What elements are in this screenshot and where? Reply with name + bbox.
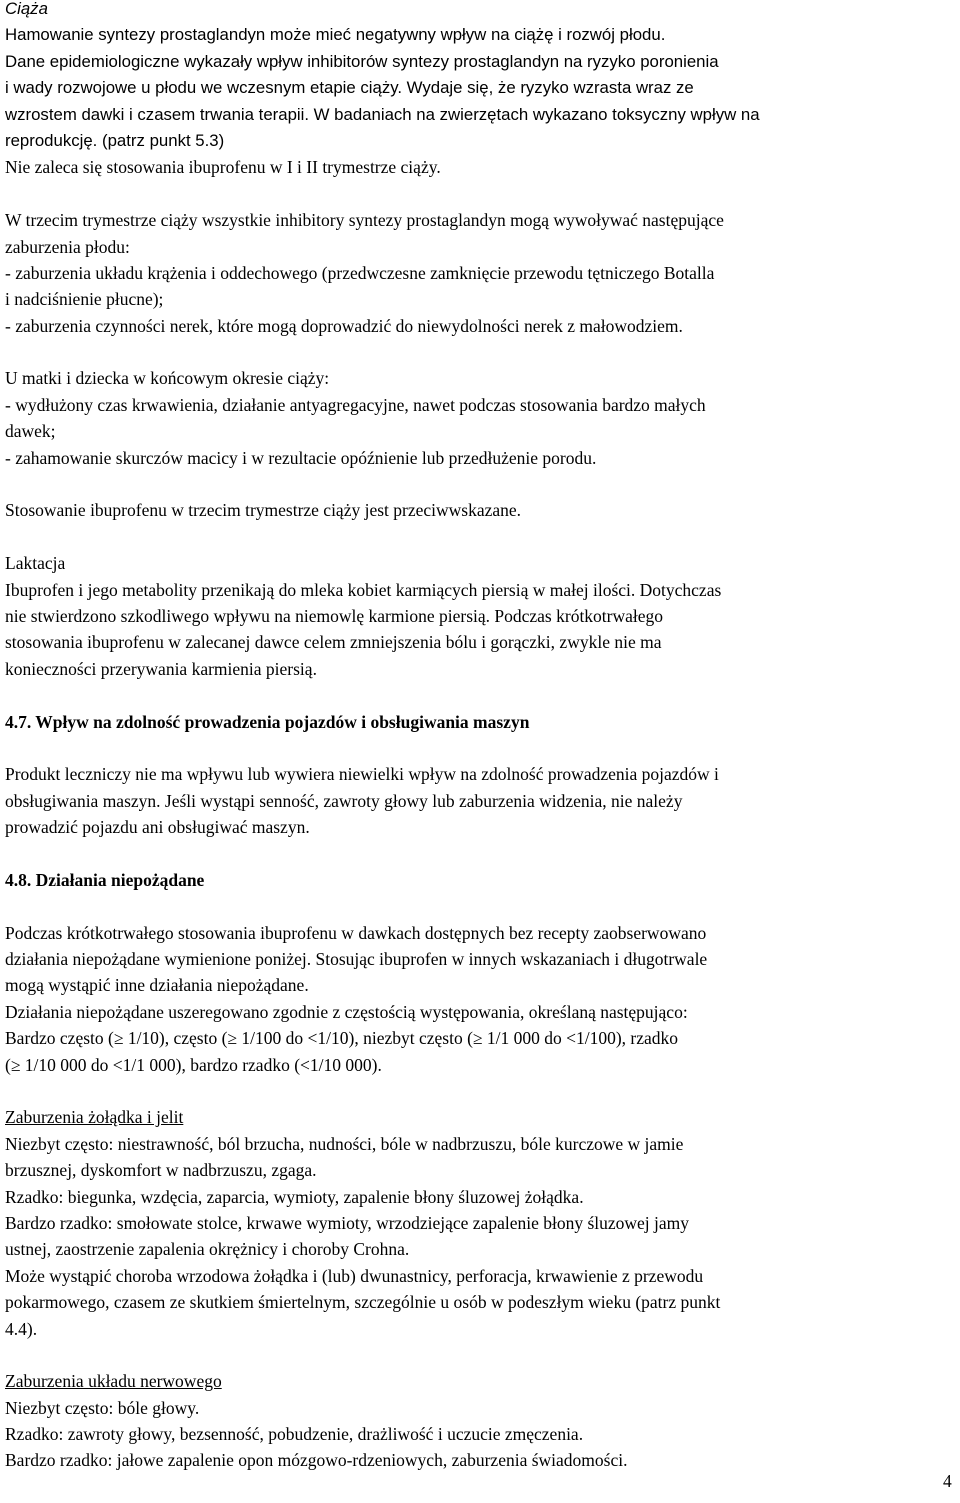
pregnancy-heading: Ciąża xyxy=(5,0,48,18)
text-line: Nie zaleca się stosowania ibuprofenu w I i II trymestrze ciąży. xyxy=(5,157,441,178)
page-number: 4 xyxy=(943,1471,952,1491)
text-line: (≥ 1/10 000 do <1/1 000), bardzo rzadko (<1/10 000). xyxy=(5,1054,382,1075)
document-page xyxy=(5,0,930,1474)
text-line: - wydłużony czas krwawienia, działanie antyagregacyjne, nawet podczas stosowania bardzo małych xyxy=(5,394,706,415)
text-line: stosowania ibuprofenu w zalecanej dawce celem zmniejszenia bólu i gorączki, zwykle nie ma xyxy=(5,632,662,653)
text-line: mogą wystąpić inne działania niepożądane. xyxy=(5,975,309,996)
text-line: - zahamowanie skurczów macicy i w rezultacie opóźnienie lub przedłużenie porodu. xyxy=(5,447,597,468)
section-heading-4-7: 4.7. Wpływ na zdolność prowadzenia pojazdów i obsługiwania maszyn xyxy=(5,711,530,732)
text-line: Niezbyt często: niestrawność, ból brzucha, nudności, bóle w nadbrzuszu, bóle kurczowe w jamie xyxy=(5,1133,684,1154)
text-line: Może wystąpić choroba wrzodowa żołądka i (lub) dwunastnicy, perforacja, krwawienie z przewodu xyxy=(5,1265,704,1286)
text-line: U matki i dziecka w końcowym okresie ciąży: xyxy=(5,368,330,389)
text-line: Niezbyt często: bóle głowy. xyxy=(5,1397,200,1418)
text-line: działania niepożądane wymienione poniżej. Stosując ibuprofen w innych wskazaniach i długotrwale xyxy=(5,949,708,970)
gi-heading: Zaburzenia żołądka i jelit xyxy=(5,1107,184,1128)
text-line: 4.4). xyxy=(5,1318,38,1339)
text-line: - zaburzenia układu krążenia i oddechowego (przedwczesne zamknięcie przewodu tętniczego Botalla xyxy=(5,262,715,283)
text-line: Hamowanie syntezy prostaglandyn może mieć negatywny wpływ na ciążę i rozwój płodu. xyxy=(5,25,666,45)
nervous-heading: Zaburzenia układu nerwowego xyxy=(5,1371,222,1392)
section-heading-4-8: 4.8. Działania niepożądane xyxy=(5,869,205,890)
text-line: prowadzić pojazdu ani obsługiwać maszyn. xyxy=(5,817,310,838)
text-line: W trzecim trymestrze ciąży wszystkie inhibitory syntezy prostaglandyn mogą wywoływać następujące xyxy=(5,210,724,231)
text-line: Podczas krótkotrwałego stosowania ibuprofenu w dawkach dostępnych bez recepty zaobserwowano xyxy=(5,922,707,943)
text-line: i wady rozwojowe u płodu we wczesnym etapie ciąży. Wydaje się, że ryzyko wzrasta wraz ze xyxy=(5,78,694,98)
text-line: nie stwierdzono szkodliwego wpływu na niemowlę karmione piersią. Podczas krótkotrwałego xyxy=(5,605,664,626)
text-line: obsługiwania maszyn. Jeśli wystąpi senność, zawroty głowy lub zaburzenia widzenia, nie należy xyxy=(5,790,683,811)
text-line: wzrostem dawki i czasem trwania terapii. W badaniach na zwierzętach wykazano toksyczny wpływ na xyxy=(5,104,760,124)
text-line: reprodukcję. (patrz punkt 5.3) xyxy=(5,130,225,150)
text-line: Rzadko: zawroty głowy, bezsenność, pobudzenie, drażliwość i uczucie zmęczenia. xyxy=(5,1424,584,1445)
text-line: Bardzo rzadko: smołowate stolce, krwawe wymioty, wrzodziejące zapalenie błony śluzowej jamy xyxy=(5,1212,690,1233)
text-line: Stosowanie ibuprofenu w trzecim trymestrze ciąży jest przeciwwskazane. xyxy=(5,500,522,521)
text-line: - zaburzenia czynności nerek, które mogą doprowadzić do niewydolności nerek z małowodziem. xyxy=(5,315,683,336)
text-line: i nadciśnienie płucne); xyxy=(5,289,164,310)
text-line: dawek; xyxy=(5,421,56,442)
text-line: brzusznej, dyskomfort w nadbrzuszu, zgaga. xyxy=(5,1160,317,1181)
text-line: Bardzo często (≥ 1/10), często (≥ 1/100 do <1/10), niezbyt często (≥ 1/1 000 do <1/100), rzadko xyxy=(5,1028,679,1049)
text-line: zaburzenia płodu: xyxy=(5,236,130,257)
text-line: pokarmowego, czasem ze skutkiem śmiertelnym, szczególnie u osób w podeszłym wieku (patrz punkt xyxy=(5,1292,721,1313)
lactation-heading: Laktacja xyxy=(5,553,66,574)
text-line: konieczności przerywania karmienia piersią. xyxy=(5,658,317,679)
text-line: Produkt leczniczy nie ma wpływu lub wywiera niewielki wpływ na zdolność prowadzenia pojazdów i xyxy=(5,764,719,785)
text-line: ustnej, zaostrzenie zapalenia okrężnicy i choroby Crohna. xyxy=(5,1239,410,1260)
text-line: Ibuprofen i jego metabolity przenikają do mleka kobiet karmiących piersią w małej ilości. Dotychczas xyxy=(5,579,722,600)
text-line: Rzadko: biegunka, wzdęcia, zaparcia, wymioty, zapalenie błony śluzowej żołądka. xyxy=(5,1186,584,1207)
text-line: Dane epidemiologiczne wykazały wpływ inhibitorów syntezy prostaglandyn na ryzyko poronienia xyxy=(5,51,719,71)
text-line: Bardzo rzadko: jałowe zapalenie opon mózgowo-rdzeniowych, zaburzenia świadomości. xyxy=(5,1450,628,1471)
text-line: Działania niepożądane uszeregowano zgodnie z częstością występowania, określaną następująco: xyxy=(5,1001,688,1022)
